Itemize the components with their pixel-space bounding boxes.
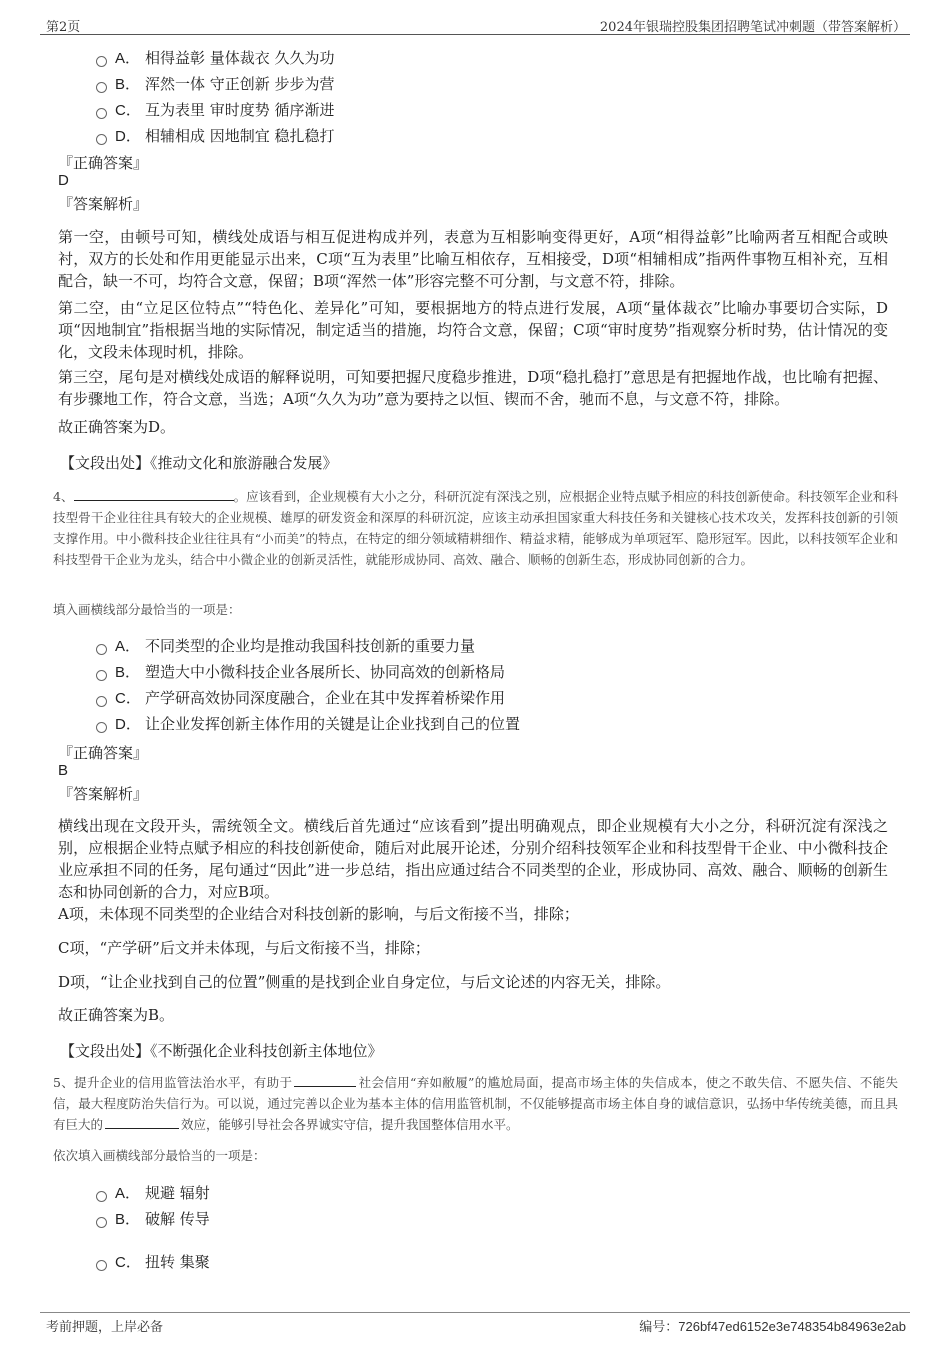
- question-number: 5、: [53, 1075, 75, 1090]
- q4-analysis-paragraph: 横线出现在文段开头，需统领全文。横线后首先通过“应该看到”提出明确观点，即企业规模有大小之分，科研沉淀有深浅之别，应根据企业特点赋予相应的科技创新使命，随后对此展开论述，分别介绍科技领军企业和科技型骨干企业、中小微科技企业应承担不同的任务，尾句通过“因此”进一步总结，指出应通过结合不同类型的企业，形成协同、高效、融合、顺畅的创新生态和协同创新的合力，对应B项。: [58, 817, 888, 901]
- radio-icon[interactable]: [96, 1260, 107, 1271]
- q4-analysis-paragraph: C项，“产学研”后文并未体现，与后文衔接不当，排除；: [58, 939, 430, 957]
- q3-option-c[interactable]: C． 互为表里 审时度势 循序渐进: [96, 99, 335, 121]
- radio-icon[interactable]: [96, 108, 107, 119]
- q4-option-c[interactable]: C． 产学研高效协同深度融合，企业在其中发挥着桥梁作用: [96, 687, 505, 709]
- q4-option-b[interactable]: B． 塑造大中小微科技企业各展所长、协同高效的创新格局: [96, 661, 505, 683]
- radio-icon[interactable]: [96, 134, 107, 145]
- q4-source: 【文段出处】《不断强化企业科技创新主体地位》: [60, 1042, 383, 1060]
- q3-option-b[interactable]: B． 浑然一体 守正创新 步步为营: [96, 73, 335, 95]
- option-text: 相得益彰 量体裁衣 久久为功: [145, 49, 335, 67]
- q3-option-d[interactable]: D． 相辅相成 因地制宜 稳扎稳打: [96, 125, 335, 147]
- page-header: [40, 14, 910, 35]
- radio-icon[interactable]: [96, 1191, 107, 1202]
- radio-icon[interactable]: [96, 644, 107, 655]
- q4-conclusion: 故正确答案为B。: [58, 1006, 175, 1024]
- radio-icon[interactable]: [96, 1217, 107, 1228]
- q5-prompt: 依次填入画横线部分最恰当的一项是：: [53, 1148, 266, 1163]
- q4-analysis-paragraph: A项，未体现不同类型的企业结合对科技创新的影响，与后文衔接不当，排除；: [58, 905, 579, 923]
- q4-analysis-paragraph: D项，“让企业找到自己的位置”侧重的是找到企业自身定位，与后文论述的内容无关，排除。: [58, 973, 671, 991]
- q3-analysis-paragraph: 第二空，由“立足区位特点”“特色化、差异化”可知，要根据地方的特点进行发展，A项“量体裁衣”比喻办事要切合实际，D项“因地制宜”指根据当地的实际情况，制定适当的措施，均符合文意，保留；C项“审时度势”指观察分析时势，估计情况的变化，文段未体现时机，排除。: [58, 299, 888, 361]
- option-text: 破解 传导: [145, 1210, 210, 1228]
- q3-analysis-paragraph: 第三空，尾句是对横线处成语的解释说明，可知要把握尺度稳步推进，D项“稳扎稳打”意思是有把握地作战，也比喻有把握、有步骤地工作，符合文意，当选；A项“久久为功”意为要持之以恒、锲而不舍，驰而不息，与文意不符，排除。: [58, 368, 888, 408]
- page-number: 第2页: [46, 20, 81, 35]
- q4-stem-text: 。应该看到，企业规模有大小之分，科研沉淀有深浅之别，应根据企业特点赋予相应的科技创新使命。科技领军企业和科技型骨干企业往往具有较大的企业规模、雄厚的研发资金和深厚的科研沉淀，应该主动承担国家重大科技任务和关键核心技术攻关，发挥科技创新的引领支撑作用。中小微科技企业往往具有“小而美”的特点，在特定的细分领域精耕细作、精益求精，能够成为单项冠军、隐形冠军。因此，以科技领军企业和科技型骨干企业为龙头，结合中小微企业的创新灵活性，就能形成协同、高效、融合、顺畅的创新生态，形成协同创新的合力。: [53, 489, 898, 567]
- q4-analysis-label: 『答案解析』: [58, 785, 149, 803]
- option-text: 相辅相成 因地制宜 稳扎稳打: [145, 127, 335, 145]
- q3-answer-label: 『正确答案』: [58, 154, 149, 172]
- answer-blank: [294, 1073, 356, 1087]
- question-number: 4、: [53, 489, 74, 504]
- option-text: 扭转 集聚: [145, 1253, 210, 1271]
- q4-stem: [53, 486, 898, 570]
- option-text: 互为表里 审时度势 循序渐进: [145, 101, 335, 119]
- page-footer: [40, 1312, 910, 1335]
- q4-answer-label: 『正确答案』: [58, 744, 149, 762]
- q4-option-d[interactable]: D． 让企业发挥创新主体作用的关键是让企业找到自己的位置: [96, 713, 520, 735]
- q3-analysis-paragraph: 第一空，由顿号可知，横线处成语与相互促进构成并列，表意为互相影响变得更好，A项“相得益彰”比喻两者互相配合或映衬，双方的长处和作用更能显示出来，C项“互为表里”比喻互相依存，互相接受，D项“相辅相成”指两件事物互相补充，互相配合，缺一不可，均符合文意，保留；B项“浑然一体”形容完整不可分割，与文意不符，排除。: [58, 228, 888, 290]
- option-text: 不同类型的企业均是推动我国科技创新的重要力量: [145, 637, 476, 655]
- option-text: 让企业发挥创新主体作用的关键是让企业找到自己的位置: [145, 715, 521, 733]
- q3-option-a[interactable]: A． 相得益彰 量体裁衣 久久为功: [96, 47, 335, 69]
- radio-icon[interactable]: [96, 696, 107, 707]
- radio-icon[interactable]: [96, 722, 107, 733]
- q3-source: 【文段出处】《推动文化和旅游融合发展》: [60, 454, 338, 472]
- radio-icon[interactable]: [96, 56, 107, 67]
- answer-blank: [105, 1115, 179, 1129]
- document-code: 编号：726bf47ed6152e3e748354b84963e2ab: [639, 1319, 906, 1335]
- option-text: 塑造大中小微科技企业各展所长、协同高效的创新格局: [145, 663, 506, 681]
- q3-conclusion: 故正确答案为D。: [58, 418, 176, 436]
- q3-answer: D: [58, 172, 69, 189]
- q4-prompt: 填入画横线部分最恰当的一项是：: [53, 602, 241, 617]
- q3-analysis-label: 『答案解析』: [58, 195, 149, 213]
- q5-option-a[interactable]: A． 规避 辐射: [96, 1182, 210, 1204]
- option-text: 规避 辐射: [145, 1184, 210, 1202]
- answer-blank: [74, 487, 234, 501]
- q4-option-a[interactable]: A． 不同类型的企业均是推动我国科技创新的重要力量: [96, 635, 475, 657]
- option-text: 产学研高效协同深度融合，企业在其中发挥着桥梁作用: [145, 689, 506, 707]
- q5-stem: 5、提升企业的信用监管法治水平，有助于 社会信用“弃如敝履”的尴尬局面，提高市场主体的失信成本，使之不敢失信、不愿失信、不能失信，最大程度防治失信行为。可以说，通过完善以企业为基本主体的信用监管机制，不仅能够提高市场主体自身的诚信意识，弘扬中华传统美德，而且具有巨大的 效应，能够引导社会各界诚实守信，提升我国整体信用水平。: [53, 1075, 898, 1132]
- option-text: 浑然一体 守正创新 步步为营: [145, 75, 335, 93]
- footer-slogan: 考前押题，上岸必备: [46, 1320, 164, 1335]
- radio-icon[interactable]: [96, 82, 107, 93]
- q5-option-c[interactable]: C． 扭转 集聚: [96, 1251, 210, 1273]
- q4-answer: B: [58, 762, 69, 779]
- document-title: 2024年银瑞控股集团招聘笔试冲刺题（带答案解析）: [599, 20, 906, 35]
- radio-icon[interactable]: [96, 670, 107, 681]
- q5-option-b[interactable]: B． 破解 传导: [96, 1208, 210, 1230]
